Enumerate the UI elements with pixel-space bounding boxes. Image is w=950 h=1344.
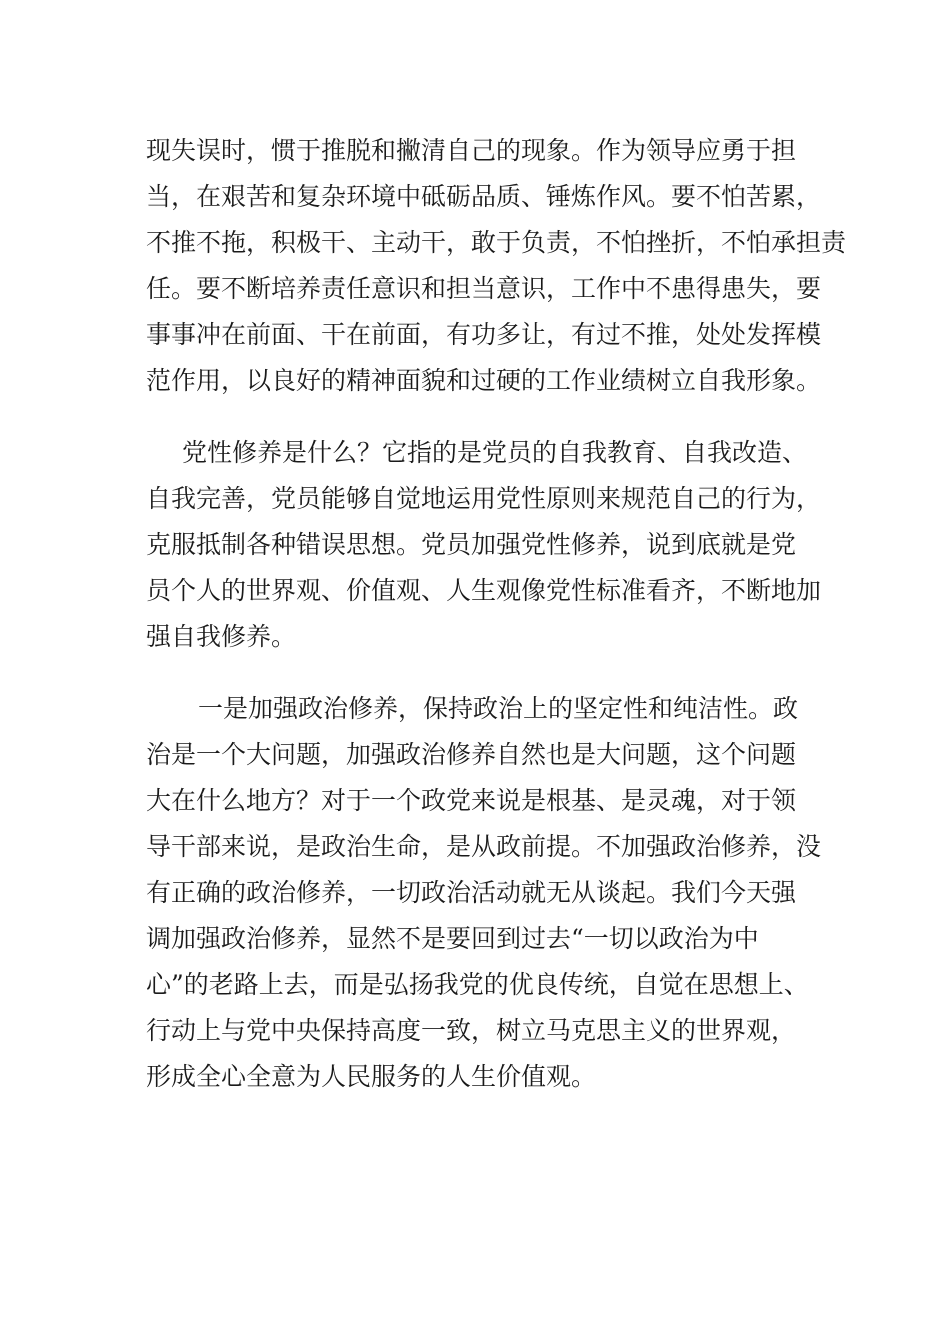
- text-line: 当，在艰苦和复杂环境中砥砺品质、锤炼作风。要不怕苦累，: [146, 182, 822, 211]
- text-line: 党性修养是什么？它指的是党员的自我教育、自我改造、: [182, 438, 808, 467]
- text-line: 心”的老路上去，而是弘扬我党的优良传统，自觉在思想上、: [146, 970, 809, 999]
- text-line: 自我完善，党员能够自觉地运用党性原则来规范自己的行为，: [146, 484, 822, 513]
- text-line: 现失误时，惯于推脱和撇清自己的现象。作为领导应勇于担: [146, 136, 797, 165]
- text-line: 一是加强政治修养，保持政治上的坚定性和纯洁性。政: [198, 694, 799, 723]
- paragraph-1: [146, 128, 847, 404]
- text-line: 员个人的世界观、价值观、人生观像党性标准看齐，不断地加: [146, 576, 822, 605]
- text-line: 治是一个大问题，加强政治修养自然也是大问题，这个问题: [146, 740, 797, 769]
- text-line: 不推不拖，积极干、主动干，敢于负责，不怕挫折，不怕承担责: [146, 228, 847, 257]
- text-line: 行动上与党中央保持高度一致，树立马克思主义的世界观，: [146, 1016, 797, 1045]
- text-line: 强自我修养。: [146, 622, 297, 651]
- text-line: 克服抵制各种错误思想。党员加强党性修养，说到底就是党: [146, 530, 797, 559]
- text-line: 有正确的政治修养，一切政治活动就无从谈起。我们今天强: [146, 878, 797, 907]
- text-line: 导干部来说，是政治生命，是从政前提。不加强政治修养，没: [146, 832, 822, 861]
- text-line: 范作用，以良好的精神面貌和过硬的工作业绩树立自我形象。: [146, 366, 822, 395]
- text-line: 大在什么地方？对于一个政党来说是根基、是灵魂，对于领: [146, 786, 797, 815]
- paragraph-2: [146, 430, 822, 660]
- text-line: 任。要不断培养责任意识和担当意识，工作中不患得患失，要: [146, 274, 822, 303]
- text-line: 调加强政治修养，显然不是要回到过去“一切以政治为中: [146, 924, 759, 953]
- text-line: 形成全心全意为人民服务的人生价值观。: [146, 1062, 597, 1091]
- paragraph-3: [146, 686, 822, 1100]
- document-body: [146, 128, 847, 1100]
- text-line: 事事冲在前面、干在前面，有功多让，有过不推，处处发挥模: [146, 320, 822, 349]
